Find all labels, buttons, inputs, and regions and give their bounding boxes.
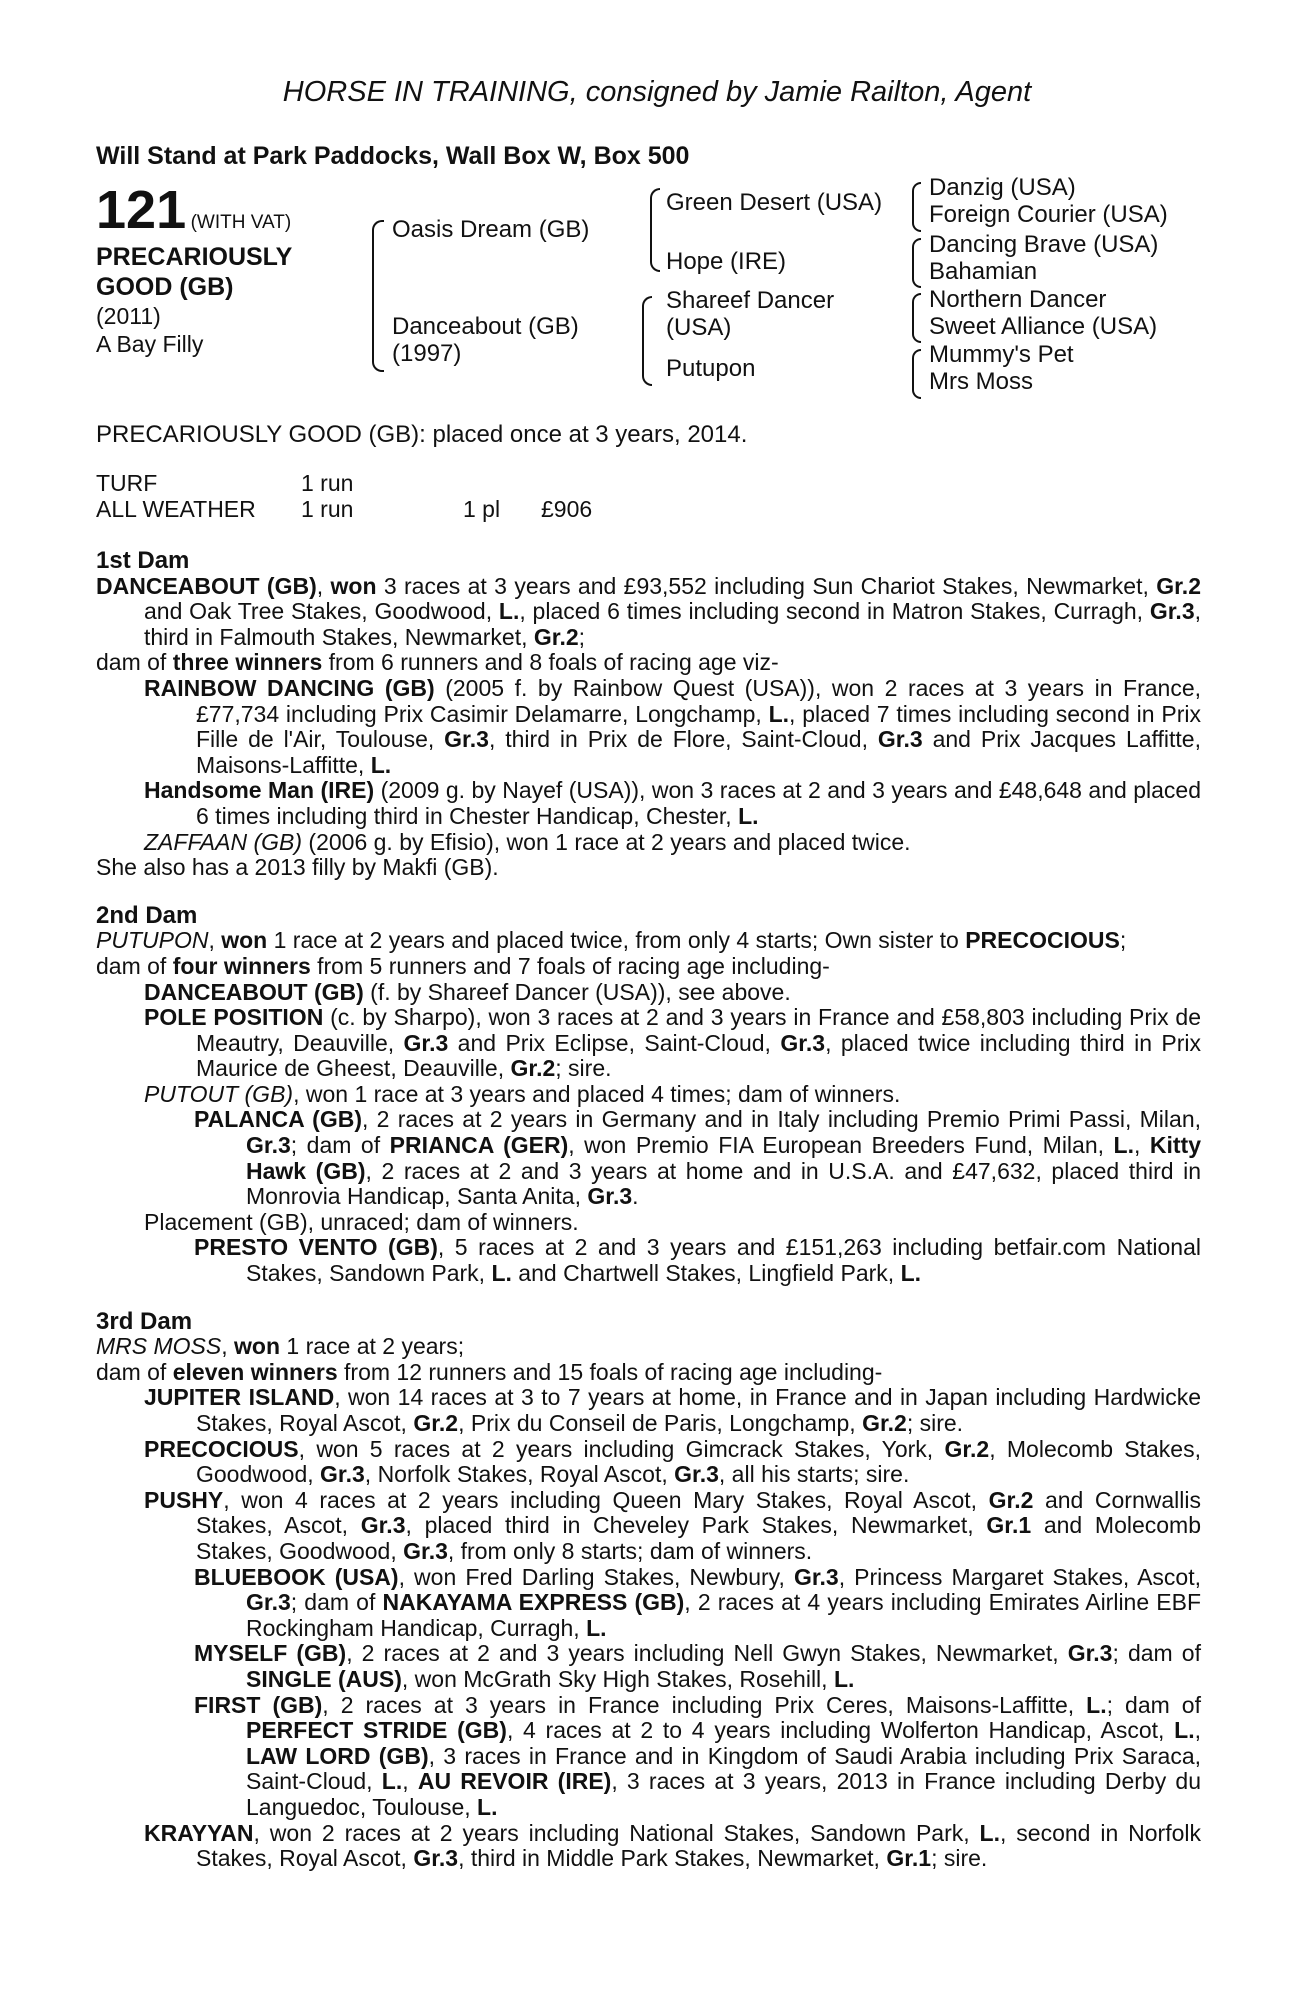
text-run: Gr.2 [862, 1410, 907, 1436]
lot-info [96, 182, 386, 358]
text-run: Gr.3 [403, 1029, 449, 1056]
text-run: , 2 races at 4 years including Emirates Airline EBF Rockingham Handicap, Curragh, [246, 1589, 1202, 1641]
text-run: , Princess Margaret Stakes, Ascot, [838, 1563, 1201, 1590]
pedigree-brace-sire [650, 188, 660, 272]
text-run: Gr.1 [886, 1845, 932, 1872]
text-run: L. [586, 1614, 607, 1641]
turf-row [96, 470, 592, 496]
text-run: Gr.3 [1067, 1640, 1113, 1667]
text-run: , 2 races at 3 years in France including Prix Ceres, Maisons-Laffitte, [322, 1691, 1087, 1718]
text-run: , Prix du Conseil de Paris, Longchamp, [458, 1410, 863, 1436]
pedigree-sire: Oasis Dream (GB) [392, 216, 590, 243]
text-run: PUTOUT (GB) [144, 1080, 294, 1107]
first-dam-entry [96, 574, 1201, 651]
text-run: L. [768, 700, 790, 727]
text-run: , won Fred Darling Stakes, Newbury, [398, 1563, 794, 1590]
text-run: eleven winners [172, 1358, 338, 1385]
produce-placement [96, 1210, 1201, 1236]
text-run: PUSHY [144, 1486, 224, 1513]
text-run: PUTUPON [96, 927, 209, 954]
pedigree-sss: Danzig (USA) [929, 174, 1076, 201]
text-run: , won 1 race at 3 years and placed 4 times; dam of winners. [293, 1080, 901, 1107]
horse-name-line1: PRECARIOUSLY [96, 243, 293, 271]
text-run: , [221, 1333, 235, 1360]
text-run: POLE POSITION [144, 1004, 324, 1031]
produce-pole-position [96, 1005, 1201, 1082]
third-dam-heading: 3rd Dam [96, 1307, 193, 1335]
all-weather-label: ALL WEATHER [96, 496, 256, 522]
text-run: , placed 7 times including second in Prix Fille de l'Air, Toulouse, [196, 700, 1201, 753]
horse-name-line2: GOOD (GB) [96, 273, 234, 301]
produce-handsome-man [96, 778, 1201, 829]
text-run: FIRST (GB) [194, 1691, 323, 1718]
foaling-year: (2011) [96, 303, 161, 329]
pedigree-brace-gen3d [912, 349, 921, 399]
text-run: and Chartwell Stakes, Lingfield Park, [511, 1260, 901, 1287]
text-run: RAINBOW DANCING (GB) [144, 674, 435, 701]
text-run: ; [578, 623, 586, 650]
pedigree-sire-dam: Hope (IRE) [666, 248, 787, 275]
text-run: L. [1113, 1132, 1134, 1159]
produce-zaffaan [96, 830, 1201, 856]
third-dam-produce-intro [96, 1360, 1201, 1386]
text-run: NAKAYAMA EXPRESS (GB) [382, 1589, 685, 1616]
text-run: Gr.3 [320, 1461, 365, 1488]
text-run: three winners [172, 649, 323, 676]
text-run: and Prix Eclipse, Saint-Cloud, [448, 1029, 781, 1056]
text-run: dam of [96, 952, 173, 979]
text-run: ; dam of [1106, 1691, 1201, 1718]
text-run: MYSELF (GB) [194, 1640, 347, 1667]
produce-putout [96, 1082, 1201, 1108]
text-run: , 4 races at 2 to 4 years including Wolferton Handicap, Ascot, [506, 1717, 1175, 1744]
text-run: KRAYYAN [144, 1819, 254, 1846]
text-run: dam of [96, 649, 173, 676]
text-run: , [208, 927, 222, 954]
text-run: ; dam of [290, 1589, 383, 1616]
page-header: HORSE IN TRAINING, consigned by Jamie Railton, Agent [282, 76, 1032, 108]
lot-number: 121 [96, 180, 187, 240]
text-run: Gr.3 [1149, 598, 1195, 625]
produce-myself [96, 1641, 1201, 1692]
pedigree-ddd: Mrs Moss [929, 368, 1033, 395]
text-run: L. [900, 1260, 922, 1287]
text-run: (2006 g. by Efisio), won 1 race at 2 years and placed twice. [302, 828, 911, 855]
text-run: Gr.3 [403, 1537, 448, 1564]
text-run: L. [498, 598, 520, 625]
pedigree-dss: Northern Dancer [929, 286, 1107, 313]
text-run: , won Premio FIA European Breeders Fund, Milan, [568, 1132, 1114, 1159]
all-weather-row [96, 496, 592, 522]
text-run: Gr.3 [587, 1183, 633, 1210]
pedigree-brace-gen3a [912, 182, 921, 232]
text-run: Gr.3 [413, 1845, 459, 1872]
text-run: , 2 races at 2 and 3 years including Nell Gwyn Stakes, Newmarket, [346, 1640, 1068, 1667]
text-run: four winners [172, 952, 311, 979]
all-weather-placed: 1 pl [463, 496, 501, 522]
text-run: , 2 races at 2 years in Germany and in Italy including Premio Primi Passi, Milan, [362, 1106, 1201, 1133]
text-run: , Norfolk Stakes, Royal Ascot, [364, 1461, 675, 1488]
produce-first [96, 1693, 1201, 1821]
text-run: ; sire. [906, 1410, 964, 1436]
text-run: JUPITER ISLAND [144, 1384, 335, 1411]
pedigree-dam-line2: (1997) [392, 340, 462, 367]
text-run: , 2 races at 2 and 3 years at home and in U.S.A. and £47,632, placed third in Monrovia Handicap, Santa Anita, [246, 1157, 1202, 1210]
text-run: and Molecomb Stakes, Goodwood, [196, 1512, 1201, 1564]
text-run: ; dam of [1112, 1640, 1201, 1667]
text-run: , third in Middle Park Stakes, Newmarket, [458, 1845, 887, 1872]
text-run: , won 2 races at 2 years including National Stakes, Sandown Park, [253, 1819, 980, 1846]
text-run: ; sire. [555, 1055, 612, 1082]
text-run: and Oak Tree Stakes, Goodwood, [144, 598, 499, 625]
text-run: , 3 races at 3 years, 2013 in France including Derby du Languedoc, Toulouse, [246, 1768, 1202, 1820]
text-run: Gr.2 [413, 1410, 459, 1436]
all-weather-runs: 1 run [301, 496, 354, 522]
text-run: , third in Falmouth Stakes, Newmarket, [144, 598, 1202, 650]
text-run: , placed third in Cheveley Park Stakes, Newmarket, [405, 1512, 987, 1539]
text-run: , from only 8 starts; dam of winners. [447, 1537, 813, 1564]
text-run: , third in Prix de Flore, Saint-Cloud, [488, 726, 878, 753]
vat-note: (WITH VAT) [190, 212, 292, 233]
text-run: AU REVOIR (IRE) [417, 1768, 612, 1795]
text-run: DANCEABOUT (GB) [96, 572, 317, 599]
produce-bluebook [96, 1565, 1201, 1642]
produce-precocious [96, 1437, 1201, 1488]
pedigree-dam-line1: Danceabout (GB) [392, 313, 579, 340]
text-run: L. [491, 1260, 512, 1287]
text-run: , [1194, 1717, 1201, 1744]
text-run: Gr.3 [360, 1512, 406, 1539]
text-run: PRESTO VENTO (GB) [194, 1234, 438, 1261]
race-record [96, 470, 592, 522]
text-run: Gr.2 [510, 1055, 556, 1082]
produce-palanca [96, 1107, 1201, 1209]
pedigree-brace-gen3c [912, 293, 921, 343]
text-run: ; sire. [931, 1845, 988, 1872]
text-run: , [402, 1768, 418, 1795]
lot-number-line [96, 182, 386, 238]
text-run: 1 race at 2 years and placed twice, from only 4 starts; Own sister to [267, 927, 966, 954]
text-run: , [1133, 1132, 1150, 1159]
turf-runs: 1 run [301, 470, 354, 496]
produce-danceabout [96, 980, 1201, 1006]
text-run: Gr.3 [246, 1132, 291, 1159]
text-run: . [632, 1183, 639, 1210]
text-run: from 5 runners and 7 foals of racing age including- [310, 952, 830, 979]
pedigree-ssd: Foreign Courier (USA) [929, 201, 1168, 228]
text-run: , second in Norfolk Stakes, Royal Ascot, [196, 1819, 1201, 1872]
text-run: won [234, 1333, 281, 1360]
text-run: 3 races at 3 years and £93,552 including Sun Chariot Stakes, Newmarket, [376, 572, 1157, 599]
text-run: Kitty Hawk (GB) [246, 1132, 1202, 1184]
second-dam-entry [96, 928, 1201, 954]
text-run: , won 14 races at 3 to 7 years at home, in France and in Japan including Hardwicke Stakes, Royal Ascot, [196, 1384, 1201, 1436]
pedigree-brace-dam [642, 296, 652, 386]
text-run: DANCEABOUT (GB) [144, 978, 364, 1005]
text-run: MRS MOSS [96, 1333, 222, 1360]
pedigree-sire-sire: Green Desert (USA) [666, 189, 883, 216]
text-run: , all his starts; sire. [718, 1461, 910, 1488]
text-run: LAW LORD (GB) [246, 1742, 429, 1769]
pedigree-dam-sire-line2: (USA) [666, 314, 732, 341]
text-run: Gr.3 [780, 1029, 826, 1056]
text-run: Placement (GB), unraced; dam of winners. [144, 1208, 579, 1235]
second-dam-produce-intro [96, 954, 1201, 980]
turf-label: TURF [96, 470, 158, 496]
text-run: from 6 runners and 8 foals of racing age viz- [322, 649, 779, 676]
third-dam-entry [96, 1334, 1201, 1360]
pedigree-brace-gen3b [912, 238, 921, 288]
pedigree-dam-sire-line1: Shareef Dancer [666, 287, 835, 314]
produce-presto-vento [96, 1235, 1201, 1286]
text-run: L. [833, 1665, 855, 1692]
text-run: L. [381, 1768, 403, 1795]
race-summary: PRECARIOUSLY GOOD (GB): placed once at 3 years, 2014. [96, 421, 748, 448]
produce-krayyan [96, 1821, 1201, 1872]
text-run: , placed twice including third in Prix Maurice de Gheest, Deauville, [196, 1029, 1201, 1082]
text-run: L. [1174, 1717, 1195, 1744]
text-run: PALANCA (GB) [194, 1106, 362, 1133]
text-run: , won 5 races at 2 years including Gimcrack Stakes, York, [298, 1435, 945, 1462]
text-run: SINGLE (AUS) [246, 1665, 402, 1692]
text-run: (c. by Sharpo), won 3 races at 2 and 3 years in France and £58,803 including Prix de Meautry, Deauville, [196, 1004, 1201, 1056]
text-run: She also has a 2013 filly by Makfi (GB). [96, 854, 499, 881]
first-dam-heading: 1st Dam [96, 547, 190, 574]
text-run: (f. by Shareef Dancer (USA)), see above. [363, 978, 791, 1005]
text-run: Gr.2 [944, 1435, 990, 1462]
produce-pushy [96, 1488, 1201, 1565]
text-run: Gr.2 [533, 623, 579, 650]
text-run: , placed 6 times including second in Matron Stakes, Curragh, [519, 598, 1150, 625]
catalogue-body [96, 548, 1201, 1872]
horse-description: A Bay Filly [96, 331, 204, 357]
text-run: Gr.3 [246, 1589, 291, 1616]
pedigree-sds: Dancing Brave (USA) [929, 231, 1159, 258]
text-run: won [330, 572, 377, 599]
produce-jupiter-island [96, 1385, 1201, 1436]
text-run: PRECOCIOUS [965, 927, 1120, 954]
text-run: and Prix Jacques Laffitte, Maisons-Laffitte, [196, 726, 1201, 778]
pedigree-brace-gen1 [372, 220, 384, 372]
text-run: ; dam of [290, 1132, 390, 1159]
produce-rainbow-dancing [96, 676, 1201, 778]
all-weather-prize: £906 [541, 496, 593, 522]
text-run: Gr.2 [1156, 572, 1201, 599]
first-dam-produce-intro [96, 650, 1201, 676]
pedigree-dds: Mummy's Pet [929, 341, 1074, 368]
pedigree-dsd: Sweet Alliance (USA) [929, 313, 1158, 340]
text-run: ZAFFAAN (GB) [144, 828, 303, 855]
first-dam-note [96, 855, 1201, 881]
text-run: BLUEBOOK (USA) [194, 1563, 399, 1590]
text-run: , 5 races at 2 and 3 years and £151,263 including betfair.com National Stakes, Sandown Park, [246, 1234, 1201, 1287]
text-run: from 12 runners and 15 foals of racing age including- [337, 1358, 883, 1385]
text-run: PRECOCIOUS [144, 1435, 299, 1462]
text-run: dam of [96, 1358, 173, 1385]
text-run: , Molecomb Stakes, Goodwood, [196, 1435, 1201, 1488]
text-run: Gr.3 [674, 1461, 719, 1488]
text-run: 1 race at 2 years; [280, 1333, 465, 1360]
text-run: ; [1119, 927, 1127, 954]
text-run: , 3 races in France and in Kingdom of Saudi Arabia including Prix Saraca, Saint-Cloud, [246, 1742, 1201, 1795]
text-run: L. [979, 1819, 1000, 1846]
pedigree-sdd: Bahamian [929, 258, 1038, 285]
stand-location: Will Stand at Park Paddocks, Wall Box W, Box 500 [96, 142, 690, 170]
text-run: , [316, 572, 331, 599]
text-run: Gr.3 [444, 726, 489, 753]
pedigree-dam-dam: Putupon [666, 355, 756, 382]
text-run: L. [370, 751, 392, 778]
text-run: Gr.1 [986, 1512, 1032, 1539]
text-run: L. [477, 1793, 498, 1820]
text-run: and Cornwallis Stakes, Ascot, [196, 1486, 1201, 1539]
text-run: Gr.2 [988, 1486, 1034, 1513]
text-run: Gr.3 [877, 726, 923, 753]
text-run: (2005 f. by Rainbow Quest (USA)), won 2 races at 3 years in France, £77,734 including Prix Casimir Delamarre, Longchamp, [196, 674, 1201, 727]
text-run: , won 4 races at 2 years including Queen Mary Stakes, Royal Ascot, [223, 1486, 989, 1513]
text-run: (2009 g. by Nayef (USA)), won 3 races at 2 and 3 years and £48,648 and placed 6 times including third in Chester Handicap, Chester, [196, 777, 1201, 829]
text-run: won [221, 927, 268, 954]
text-run: PERFECT STRIDE (GB) [246, 1717, 507, 1744]
text-run: Gr.3 [793, 1563, 839, 1590]
text-run: PRIANCA (GER) [389, 1132, 569, 1159]
text-run: Handsome Man (IRE) [144, 777, 375, 804]
text-run: L. [738, 802, 759, 829]
text-run: , won McGrath Sky High Stakes, Rosehill, [401, 1665, 834, 1692]
second-dam-heading: 2nd Dam [96, 901, 198, 929]
text-run: L. [1086, 1691, 1107, 1718]
